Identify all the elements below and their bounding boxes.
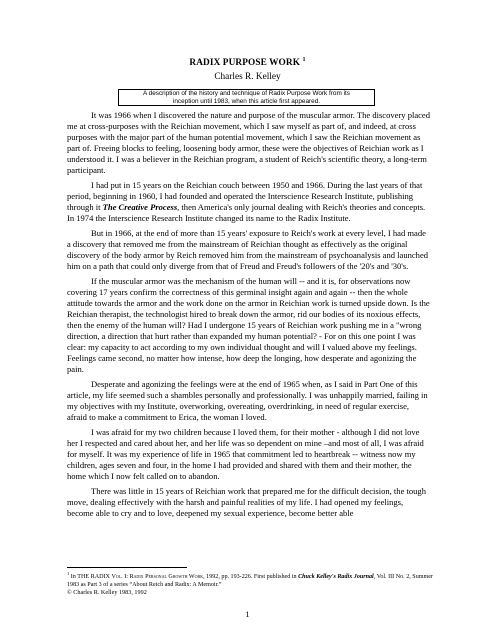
- paragraph-7: There was little in 15 years of Reichian work that prepared me for the difficult decision, the tough move, dealing effectively with the harsh and painful realities of my life. I had opened my feelings, become able to cry and to love, deepened my sexual experience, become better able: [67, 486, 426, 518]
- description-box: [118, 89, 375, 106]
- article-body: [67, 110, 430, 519]
- page-number: 1: [245, 609, 250, 619]
- footnote-mark: 1: [67, 571, 70, 576]
- description-line-2: inception until 1983, when this article first appeared.: [172, 98, 321, 106]
- paragraph-5: Desperate and agonizing the feelings were at the end of 1965 when, as I said in Part One of this article, my life seemed such a shambles personally and professionally. I was unhappily married, failing in my objectives with my Institute, overworking, overeating, overdrinking, in need of regular exercise, afraid to make a commitment to Erica, the woman I loved.: [67, 379, 428, 422]
- footnote-lead: In THE RADIX: [69, 574, 112, 581]
- page-title: [0, 58, 495, 68]
- paragraph-2: [67, 180, 430, 224]
- paragraph-2-before: I had put in 15 years on the Reichian couch between 1950 and 1966. During the last years of that period, beginning in 1960, I had founded and operated the Interscience Research Institute, publishing through it: [67, 180, 423, 212]
- footnote-rest: , Vol. III No. 2, Summer 1983 as Part 3 of a series “About Reich and Radix: A Memoir.”: [67, 574, 433, 589]
- author-line: Charles R. Kelley: [214, 72, 281, 82]
- footnote-divider: [67, 567, 187, 568]
- journal-title-emphasis: The Creative Process: [102, 202, 178, 212]
- copyright-notice: © Charles R. Kelley 1983, 1992: [67, 589, 147, 596]
- footnote-journal: Chuck Kelley's Radix Journal: [298, 574, 374, 581]
- paragraph-4: If the muscular armor was the mechanism of the human will -- and it is, for observations now covering 17 years confirm the correctness of this germinal insight again and again -- then the whole attitude towards the armor and the work done on the armor in Reichian work is turned upside down. Is the Reichian therapist, the technologist hired to break down the armor, rid our bodies of its noxious effects, then the enemy of the human will? Had I undergone 15 years of Reichian work pushing me in a "wrong direction, a direction that hurt rather than expanded my human potential? - For on this one point I was clear: my capacity to act according to my own individual thought and will I valued above my feelings. Feelings came second, no matter how intense, how deep the longing, how desperate and agonizing the pain.: [67, 276, 430, 374]
- title-footnote-mark: 1: [302, 56, 306, 63]
- footnote: [67, 570, 437, 589]
- paragraph-3: But in 1966, at the end of more than 15 years' exposure to Reich's work at every level, I had made a discovery that removed me from the mainstream of Reichian thought as effectively as the original discovery of the body armor by Reich removed him from the mainstream of psychoanalysis and launched him on a path that could only diverge from that of Freud and Freud's followers of the '20's and '30's.: [67, 228, 429, 271]
- paragraph-1: It was 1966 when I discovered the nature and purpose of the muscular armor. The discovery placed me at cross-purposes with the Reichian movement, which I saw myself as part of, and indeed, at cross purposes with the major part of the human potential movement, which I saw the Reichian movement as part of. Freeing blocks to feeling, loosening body armor, these were the objectives of Reichian work as I understood it. I was a believer in the Reichian program, a student of Reich's scientific theory, a long-term participant.: [67, 110, 430, 175]
- description-line-1: A description of the history and technique of Radix Purpose Work from its: [143, 90, 350, 97]
- footnote-publication: , 1992, pp. 193-226. First published in: [203, 574, 299, 581]
- paragraph-6: I was afraid for my two children because I loved them, for their mother - although I did not love her I respected and cared about her, and her life was so dependent on mine –and most of all, I was afraid for myself. It was my experience of life in 1965 that commitment led to heartbreak -- witness now my children, ages seven and four, in the home I had provided and shared with them and their mother, the home which I now felt called on to abandon.: [67, 427, 424, 481]
- footnote-volume: Vol. I: Radix Personal Growth Work: [111, 574, 204, 581]
- title-text: RADIX PURPOSE WORK: [189, 58, 301, 68]
- paragraph-2-after: , then America's only journal dealing with Reich's theories and concepts. In 1974 the Interscience Research Institute changed its name to the Radix Institute.: [67, 202, 426, 223]
